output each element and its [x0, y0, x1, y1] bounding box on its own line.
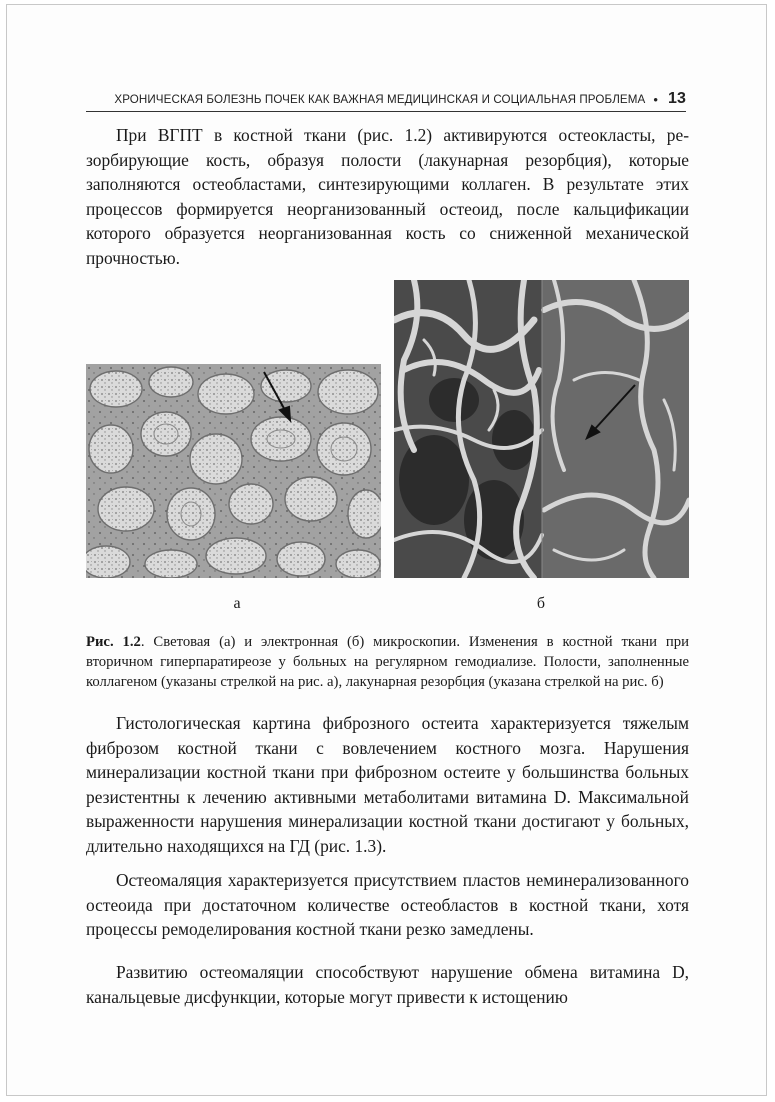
figure-label-a: а — [233, 595, 241, 612]
figure-caption — [86, 632, 689, 692]
bullet-separator: • — [653, 91, 658, 107]
paragraph: Остеомаляция характеризуется присутствием пластов неминерализованного остеоида при достаточном количестве остеобластов в костной ткани, хотя процессы ремоделирования костной ткани резко замедлены. — [86, 870, 689, 939]
paragraph: При ВГПТ в костной ткани (рис. 1.2) активируются остеокласты, резорбирующие кость, образуя полости (лакунарная резорбция), которые заполняются остеобластами, синтезирующими коллаген. В результате этих процессов формируется неорганизованный остеоид, после кальцификации которого образуется неорганизованная кость со сниженной механической прочностью. — [86, 125, 689, 268]
paragraph: Гистологическая картина фиброзного остеита характеризуется тяжелым фиброзом костной ткани с вовлечением костного мозга. Нарушения минерализации костной ткани при фиброзном остеите у большинства больных резистентны к лечению активными метаболитами витамина D. Максимальной выраженности нарушения минерализации костной ткани достигают у больных, длительно находящихся на ГД (рис. 1.3). — [86, 713, 689, 856]
running-header — [86, 88, 686, 110]
paragraph: Развитию остеомаляции способствуют нарушение обмена витамина D, канальцевые дисфункции, которые могут привести к истощению — [86, 962, 689, 1007]
figure-light-microscopy-image — [86, 364, 381, 578]
header-rule — [86, 111, 686, 112]
caption-text: . Световая (а) и электронная (б) микроскопии. Изменения в костной ткани при вторичном гиперпаратиреозе у больных на регулярном гемодиализе. Полости, заполненные коллагеном (указаны стрелкой на рис. а), лакунарная резорбция (указана стрелкой на рис. б) — [86, 634, 689, 690]
running-title: ХРОНИЧЕСКАЯ БОЛЕЗНЬ ПОЧЕК КАК ВАЖНАЯ МЕДИЦИНСКАЯ И СОЦИАЛЬНАЯ ПРОБЛЕМА — [114, 92, 646, 106]
figure-electron-microscopy-image — [394, 280, 689, 578]
caption-label: Рис. 1.2 — [86, 634, 141, 650]
page-number: 13 — [668, 90, 686, 107]
figure-label-b: б — [536, 595, 546, 612]
